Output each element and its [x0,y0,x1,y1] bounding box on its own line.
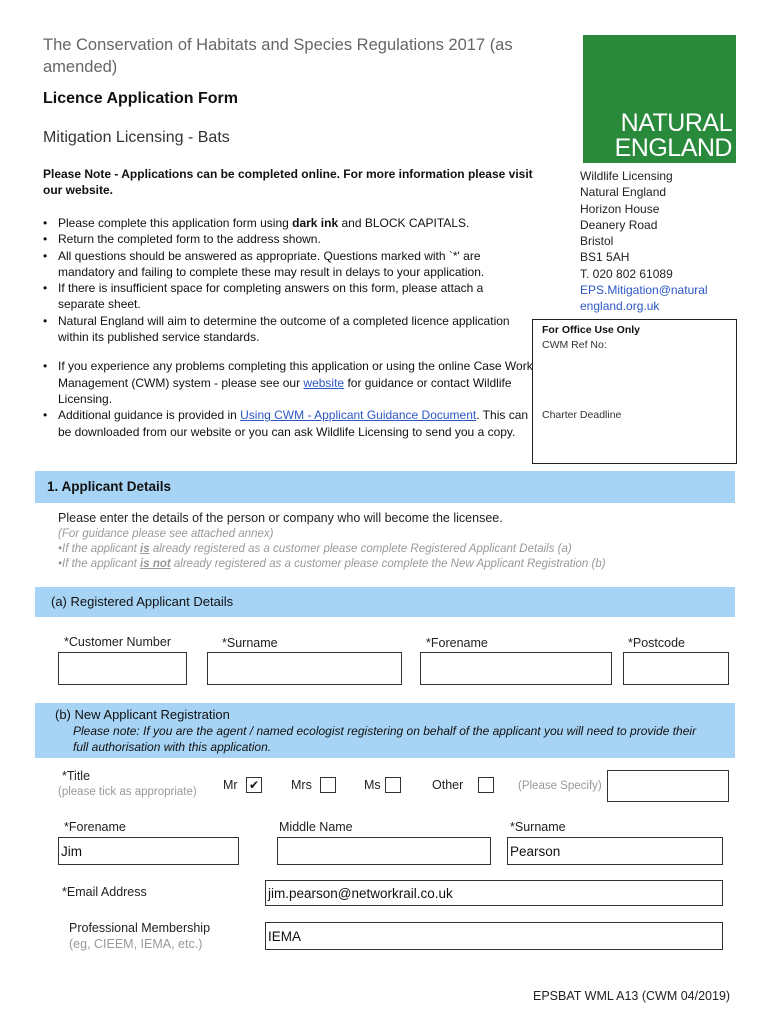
other-checkbox[interactable] [478,777,494,793]
mr-checkbox[interactable]: ✔ [246,777,262,793]
list-item: • Additional guidance is provided in Using CWM - Applicant Guidance Document. This can be downloaded from our website or you can ask Wildlife Licensing to send you a copy. [43,407,533,440]
form-subtitle: Mitigation Licensing - Bats [43,129,230,146]
email-link[interactable]: EPS.Mitigation@natural england.org.uk [580,283,708,314]
surname-input[interactable]: Pearson [507,837,723,865]
natural-england-logo [583,35,736,163]
forename-input[interactable]: Jim [58,837,239,865]
list-item: • All questions should be answered as appropriate. Questions marked with `*' are mandatory and failing to complete these may result in delays to your application. [43,248,533,281]
logo-line-2: ENGLAND [614,134,732,162]
cwm-ref-label: CWM Ref No: [542,339,607,351]
list-item: • Please complete this application form using dark ink and BLOCK CAPITALS. [43,215,533,231]
guidance-note: (For guidance please see attached annex) [58,528,274,540]
website-link[interactable]: website [303,375,345,390]
ms-checkbox[interactable] [385,777,401,793]
logo-line-1: NATURAL [620,109,732,137]
forename-label: *Forename [64,820,126,834]
email-input[interactable]: jim.pearson@networkrail.co.uk [265,880,723,906]
list-item: • If you experience any problems completing this application or using the online Case Work Management (CWM) system - please see our website for guidance or contact Wildlife Licensing. [43,358,533,407]
list-item: • If there is insufficient space for completing answers on this form, please attach a separate sheet. [43,280,533,313]
email-label: *Email Address [62,885,147,899]
guidance-document-link[interactable]: Using CWM - Applicant Guidance Document [240,408,477,423]
regulation-title: The Conservation of Habitats and Species Regulations 2017 (as amended) [43,36,513,76]
section-header-applicant-details: 1. Applicant Details [35,471,735,503]
other-title-input[interactable] [607,770,729,802]
mrs-checkbox[interactable] [320,777,336,793]
registered-surname-input[interactable] [207,652,402,685]
membership-hint: (eg, CIEEM, IEMA, etc.) [69,937,203,951]
subsection-header-registered: (a) Registered Applicant Details [35,587,735,617]
list-item: • Natural England will aim to determine the outcome of a completed licence application within its published service standards. [43,313,533,346]
list-item: • Return the completed form to the address shown. [43,231,533,247]
postcode-label: *Postcode [628,636,685,650]
registered-surname-label: *Surname [222,636,278,650]
registered-forename-input[interactable] [420,652,612,685]
ms-label: Ms [364,778,381,792]
surname-label: *Surname [510,820,566,834]
please-note: Please Note - Applications can be completed online. For more information please visit our website. [43,167,533,197]
mrs-label: Mrs [291,778,312,792]
subsection-header-new-applicant: (b) New Applicant Registration Please note: If you are the agent / named ecologist registering on behalf of the applicant you will need to provide their full authorisation with this application. [35,703,735,758]
guidance-registered: •If the applicant is already registered as a customer please complete Registered Applicant Details (a) [58,543,572,555]
other-label: Other [432,778,464,792]
title-hint: (please tick as appropriate) [58,786,197,798]
membership-label: Professional Membership [69,921,211,935]
registered-forename-label: *Forename [426,636,488,650]
postcode-input[interactable] [623,652,729,685]
title-label: *Title [62,769,91,783]
customer-number-input[interactable] [58,652,187,685]
form-title: Licence Application Form [43,90,238,107]
form-reference-footer: EPSBAT WML A13 (CWM 04/2019) [533,989,731,1003]
office-use-box [532,319,737,464]
section-intro: Please enter the details of the person or company who will become the licensee. [58,511,503,525]
middle-name-input[interactable] [277,837,491,865]
guidance-new: •If the applicant is not already registered as a customer please complete the New Applicant Registration (b) [58,558,606,570]
middle-name-label: Middle Name [279,820,353,834]
licensing-address: Wildlife Licensing Natural England Horizon House Deanery Road Bristol BS1 5AH T. 020 802 61089 EPS.Mitigation@natural england.org.uk [580,169,708,314]
please-specify-hint: (Please Specify) [518,780,602,792]
office-use-title: For Office Use Only [542,324,641,336]
membership-input[interactable]: IEMA [265,922,723,950]
agent-note: Please note: If you are the agent / named ecologist registering on behalf of the applicant you will need to provide their full authorisation with this application. [73,724,697,754]
customer-number-label: *Customer Number [64,635,171,649]
mr-label: Mr [223,778,238,792]
instructions-list [43,215,533,440]
charter-deadline-label: Charter Deadline [542,409,622,421]
